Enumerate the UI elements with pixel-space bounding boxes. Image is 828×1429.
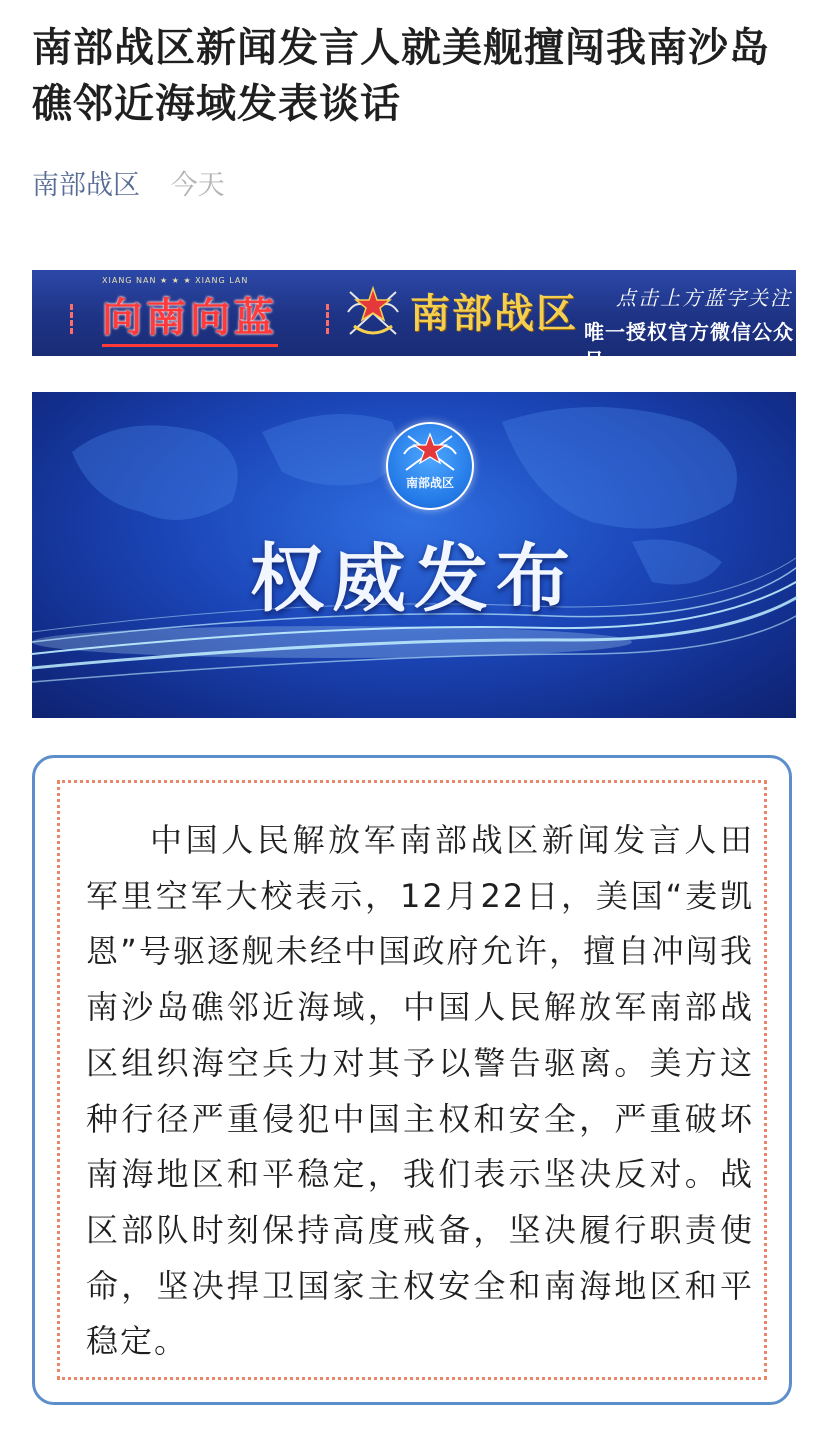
banner-account-name: 南部战区 [410, 291, 578, 337]
article-title: 南部战区新闻发言人就美舰擅闯我南沙岛礁邻近海域发表谈话 [32, 25, 770, 127]
banner-decoration-left [70, 304, 91, 334]
account-name-link[interactable]: 南部战区 [32, 170, 140, 201]
banner-official-note: 唯一授权官方微信公众号 [584, 320, 794, 373]
article-meta [32, 166, 225, 206]
authoritative-release-image [32, 392, 796, 718]
hero-title: 权威发布 [250, 536, 578, 622]
banner-pinyin-text: XIANG NAN ★ ★ ★ XIANG LAN [102, 276, 249, 285]
account-banner-image[interactable] [32, 270, 796, 373]
article-dotted-frame [57, 780, 767, 1380]
hero-emblem-badge [386, 422, 474, 510]
hero-emblem-label: 南部战区 [405, 476, 454, 490]
banner-decoration-right [308, 304, 329, 334]
article-content-box [32, 755, 792, 1405]
banner-follow-hint: 点击上方蓝字关注 [616, 286, 792, 310]
military-emblem-icon [402, 430, 458, 476]
article-body: 中国人民解放军南部战区新闻发言人田军里空军大校表示，12月22日，美国“麦凯恩”号驱逐舰未经中国政府允许，擅自冲闯我南沙岛礁邻近海域，中国人民解放军南部战区组织海空兵力对其予以警告驱离。美方这种行径严重侵犯中国主权和安全，严重破坏南海地区和平稳定，我们表示坚决反对。战区部队时刻保持高度戒备，坚决履行职责使命，坚决捍卫国家主权安全和南海地区和平稳定。 [86, 821, 754, 1361]
banner-slogan: 向南向蓝 [102, 292, 278, 347]
publish-date: 今天 [170, 170, 225, 201]
military-emblem-icon [344, 282, 402, 342]
